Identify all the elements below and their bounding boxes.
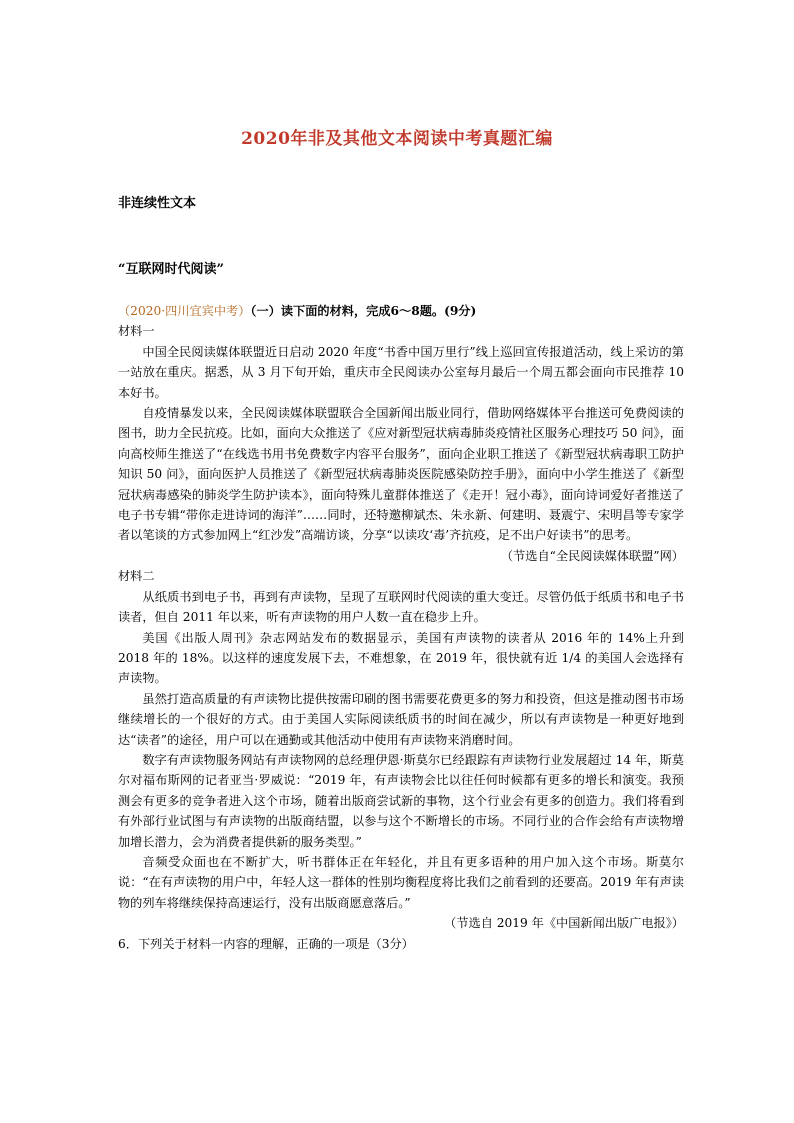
material-one-label: 材料一 xyxy=(118,324,155,339)
material-two-paragraph: 美国《出版人周刊》杂志网站发布的数据显示，美国有声读物的读者从 2016 年的 14%上升到 2018 年的 18%。以这样的速度发展下去，不难想象，在 2019 年，很快就有近 1/4 的美国人会选择有声读物。 xyxy=(118,630,684,686)
document-title: 2020年非及其他文本阅读中考真题汇编 xyxy=(241,129,553,149)
material-one-source: （节选自“全民阅读媒体联盟”网） xyxy=(500,548,684,563)
reading-body xyxy=(118,301,684,954)
material-two-paragraph: 音频受众面也在不断扩大，听书群体正在年轻化，并且有更多语种的用户加入这个市场。斯莫尔说：“在有声读物的用户中，年轻人这一群体的性别均衡程度将比我们之前看到的还要高。2019 年有声读物的列车将继续保持高速运行，没有出版商愿意落后。” xyxy=(118,854,684,910)
material-two-paragraph: 从纸质书到电子书，再到有声读物，呈现了互联网时代阅读的重大变迁。尽管仍低于纸质书和电子书读者，但自 2011 年以来，听有声读物的用户人数一直在稳步上升。 xyxy=(118,589,684,625)
material-two-paragraph: 数字有声读物服务网站有声读物网的总经理伊恩·斯莫尔已经跟踪有声读物行业发展超过 14 年，斯莫尔对福布斯网的记者亚当·罗威说：“2019 年，有声读物会比以往任何时候都有更多的增长和演变。我预测会有更多的竞争者进入这个市场，随着出版商尝试新的事物，这个行业会有更多的创造力。我们将看到有外部行业试图与有声读物的出版商结盟，以参与这个不断增长的市场。不同行业的合作会给有声读物增加增长潜力，会为消费者提供新的服务类型。” xyxy=(118,752,684,849)
question-instruction: （一）读下面的材料，完成6～8题。(9分) xyxy=(250,304,477,318)
question-six: 6．下列关于材料一内容的理解，正确的一项是（3分） xyxy=(118,936,414,951)
question-source: （2020·四川宜宾中考） xyxy=(118,304,251,318)
section-heading: 非连续性文本 xyxy=(118,196,197,211)
material-two-label: 材料二 xyxy=(118,569,155,584)
material-one-paragraph: 自疫情暴发以来，全民阅读媒体联盟联合全国新闻出版业同行，借助网络媒体平台推送可免费阅读的图书，助力全民抗疫。比如，面向大众推送了《应对新型冠状病毒肺炎疫情社区服务心理技巧 50 问》，面向高校师生推送了“在线选书用书免费数字内容平台服务”，面向企业职工推送了《新型冠状病毒职工防护知识 50 问》，面向医护人员推送了《新型冠状病毒肺炎医院感染防控手册》，面向中小学生推送了《新型冠状病毒感染的肺炎学生防护读本》，面向特殊儿童群体推送了《走开！冠小毒》，面向诗词爱好者推送了电子书专辑“带你走进诗词的海洋”……同时，还特邀柳斌杰、朱永新、何建明、聂震宁、宋明昌等专家学者以笔谈的方式参加网上“红沙发”高端访谈，分享“以读攻‘毒’齐抗疫，足不出户好读书”的思考。 xyxy=(118,406,684,543)
topic-heading: “互联网时代阅读” xyxy=(118,262,224,277)
material-two-paragraph: 虽然打造高质量的有声读物比提供按需印刷的图书需要花费更多的努力和投资，但这是推动图书市场继续增长的一个很好的方式。由于美国人实际阅读纸质书的时间在减少，所以有声读物是一种更好地到达“读者”的途径，用户可以在通勤或其他活动中使用有声读物来消磨时间。 xyxy=(118,691,684,747)
material-two-source: （节选自 2019 年《中国新闻出版广电报》） xyxy=(444,916,684,931)
question-intro xyxy=(118,301,684,321)
material-one-paragraph: 中国全民阅读媒体联盟近日启动 2020 年度“书香中国万里行”线上巡回宣传报道活动，线上采访的第一站放在重庆。据悉，从 3 月下旬开始，重庆市全民阅读办公室每月最后一个周五都会面向市民推荐 10 本好书。 xyxy=(118,344,684,400)
